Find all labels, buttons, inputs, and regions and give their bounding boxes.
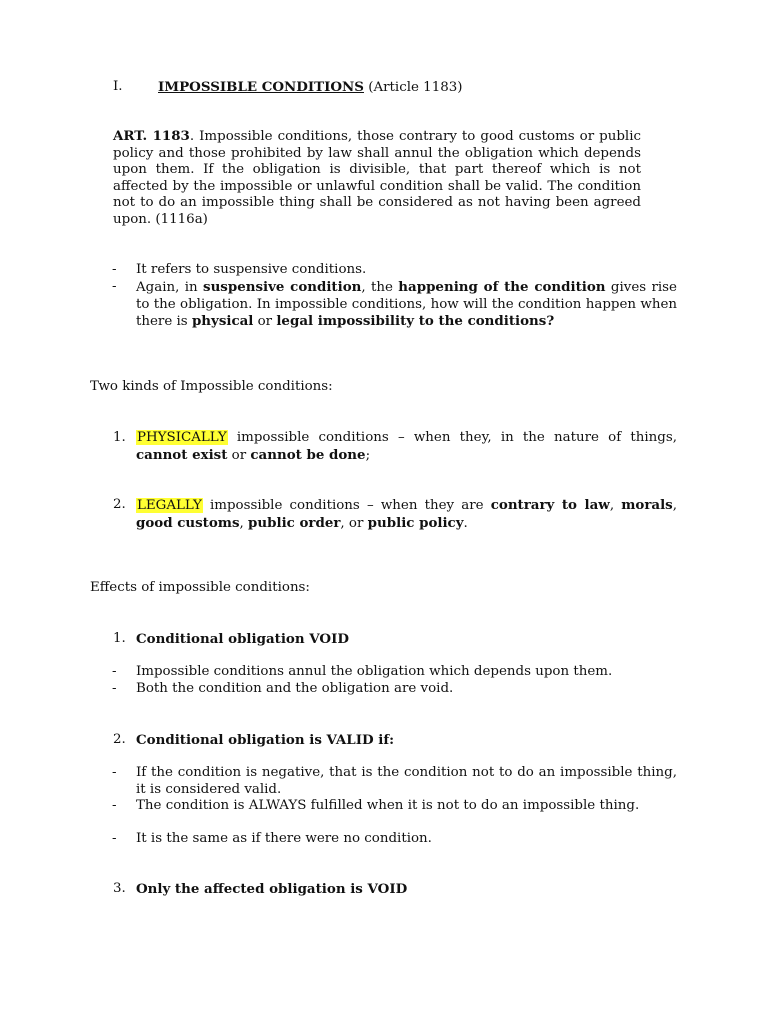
highlight-legally: LEGALLY xyxy=(137,498,202,513)
bullet-dash: - xyxy=(112,831,117,846)
bullet-dash: - xyxy=(112,262,117,277)
highlight-physically: PHYSICALLY xyxy=(137,430,227,445)
bullet-dash: - xyxy=(112,798,117,813)
list-number: 1. xyxy=(113,430,126,445)
effect-2-bullet-2: The condition is ALWAYS fulfilled when it is not to do an impossible thing. xyxy=(136,798,640,813)
effect-1-title: Conditional obligation VOID xyxy=(136,631,349,647)
section-number: I. xyxy=(113,79,123,94)
effects-intro: Effects of impossible conditions: xyxy=(90,580,310,595)
bullet-dash: - xyxy=(112,765,117,780)
list-number: 3. xyxy=(113,881,126,896)
section-title-text: IMPOSSIBLE CONDITIONS xyxy=(158,79,364,95)
effect-3-title: Only the affected obligation is VOID xyxy=(136,881,408,897)
effect-2-title: Conditional obligation is VALID if: xyxy=(136,732,395,748)
effect-2-bullet-1: If the condition is negative, that is the condition not to do an impossible thing, it is considered valid. xyxy=(136,765,677,797)
effect-1-bullet-2: Both the condition and the obligation are void. xyxy=(136,681,454,696)
list-number: 1. xyxy=(113,631,126,646)
list-number: 2. xyxy=(113,497,126,512)
article-paragraph xyxy=(113,128,641,228)
bullet-dash: - xyxy=(112,664,117,679)
bullet-dash: - xyxy=(112,681,117,696)
article-reference: (Article 1183) xyxy=(368,80,463,95)
article-label: ART. 1183 xyxy=(113,128,190,144)
bullet-suspensive: It refers to suspensive conditions. xyxy=(136,262,367,277)
bullet-dash: - xyxy=(112,279,117,294)
list-number: 2. xyxy=(113,732,126,747)
section-title xyxy=(158,79,462,97)
effect-1-bullet-1: Impossible conditions annul the obligation which depends upon them. xyxy=(136,664,613,679)
bullet-happening: Again, in suspensive condition, the happening of the condition gives rise to the obligation. In impossible conditions, how will the condition happen when there is physical or legal impossibility to the conditions? xyxy=(136,279,677,329)
effect-2-bullet-3: It is the same as if there were no condition. xyxy=(136,831,432,846)
article-text: . Impossible conditions, those contrary to good customs or public policy and those prohibited by law shall annul the obligation which depends upon them. If the obligation is divisible, that part thereof which is not affected by the impossible or unlawful condition shall be valid. The condition not to do an impossible thing shall be considered as not having been agreed upon. (1116a) xyxy=(113,129,641,227)
kind-physically: PHYSICALLY impossible conditions – when they, in the nature of things, cannot exist or cannot be done; xyxy=(136,430,677,463)
kind-legally: LEGALLY impossible conditions – when they are contrary to law, morals, good customs, public order, or public policy. xyxy=(136,497,677,531)
kinds-intro: Two kinds of Impossible conditions: xyxy=(90,379,333,394)
